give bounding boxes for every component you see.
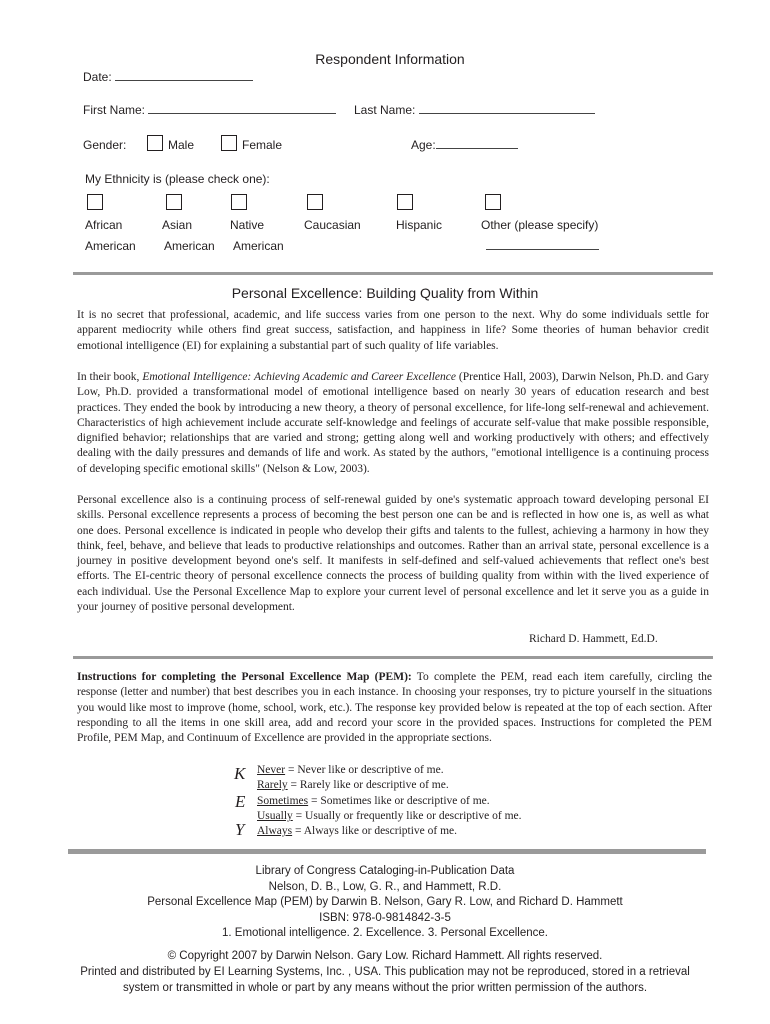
ethnicity-label-2-line2: American (164, 239, 215, 253)
paragraph-1: It is no secret that professional, academic, and life success varies from one person to the next. Why do some individuals settle for apparent mediocrity while others find great success, satisfaction, and happiness in life? Some theories of human behavior credit emotional intelligence (EI) for explaining a substantial part of such quality of life variables. (77, 309, 709, 352)
date-label: Date: (83, 70, 112, 84)
ethnicity-label-4: Caucasian (304, 218, 361, 232)
key-term: Sometimes (257, 795, 309, 807)
ethnicity-checkbox-hispanic[interactable] (397, 194, 413, 210)
signature: Richard D. Hammett, Ed.D. (529, 633, 658, 645)
paragraph-2-intro: In their book, (77, 371, 143, 383)
instructions-lead: Instructions for completing the Personal Excellence Map (PEM): (77, 671, 412, 683)
key-letter-k: K (234, 764, 246, 783)
female-checkbox[interactable] (221, 135, 237, 151)
key-desc: = Always like or descriptive of me. (292, 825, 458, 837)
paragraph-2-body: (Prentice Hall, 2003), Darwin Nelson, Ph.D. and Gary Low, Ph.D. provided a transformational model of emotional intelligence based on nearly 30 years of education research and best practices. They ended the book by introducing a new theory, a theory of personal excellence, for life-long self-renewal and achievement. Characteristics of high achievement include accurate self-knowledge and feelings of accurate self-value that make possible responsible, dignified behavior; relationships that are varied and strong; getting along well and working productively with others; and effectively dealing with the daily pressures and demands of life and work. As stated by the authors, "emotional intelligence is a continuing process of developing specific emotional skills" (Nelson & Low, 2003). (77, 371, 710, 475)
last-name-label: Last Name: (354, 103, 416, 117)
key-term: Never (257, 764, 286, 776)
key-term: Usually (257, 810, 293, 822)
age-field[interactable] (436, 138, 518, 149)
ethnicity-label-3-line1: Native (230, 218, 265, 232)
key-item-sometimes (257, 795, 490, 807)
catalog-line-4: ISBN: 978-0-9814842-3-5 (319, 912, 451, 924)
catalog-line-1: Library of Congress Cataloging-in-Publication Data (255, 865, 515, 877)
divider-top (73, 272, 713, 275)
ethnicity-label-2-line1: Asian (162, 218, 193, 232)
male-checkbox[interactable] (147, 135, 163, 151)
paragraph-2 (77, 370, 709, 477)
article-title: Personal Excellence: Building Quality from Within (231, 285, 539, 301)
catalog-line-2: Nelson, D. B., Low, G. R., and Hammett, R.D. (268, 881, 502, 893)
key-item-never (257, 764, 444, 776)
first-name-row (83, 103, 336, 117)
catalog-line-3: Personal Excellence Map (PEM) by Darwin B. Nelson, Gary R. Low, and Richard D. Hammett (147, 896, 623, 908)
key-term: Rarely (257, 779, 288, 791)
ethnicity-checkbox-african-american[interactable] (87, 194, 103, 210)
key-desc: = Never like or descriptive of me. (285, 764, 444, 776)
first-name-field[interactable] (148, 103, 336, 114)
date-field[interactable] (115, 70, 253, 81)
ethnicity-label-1-line1: African (85, 218, 123, 232)
key-item-always (257, 825, 457, 837)
last-name-row (354, 103, 595, 117)
ethnicity-checkbox-other[interactable] (485, 194, 501, 210)
other-specify-field[interactable] (486, 239, 599, 250)
ethnicity-checkbox-asian-american[interactable] (166, 194, 182, 210)
date-row (83, 70, 253, 84)
ethnicity-checkbox-native-american[interactable] (231, 194, 247, 210)
key-letter-y: Y (235, 820, 245, 839)
ethnicity-prompt: My Ethnicity is (please check one): (85, 172, 270, 186)
key-desc: = Usually or frequently like or descriptive of me. (292, 810, 522, 822)
instructions (77, 670, 712, 746)
ethnicity-label-1-line2: American (85, 239, 136, 253)
instructions-text: To complete the PEM, read each item carefully, circling the response (letter and number) that best describes you in each instance. In choosing your responses, try to picture yourself in the situations you would like most to improve (home, school, work, etc.). The response key provided below is repeated at the top of each section. After responding to all the items in one skill area, add and record your score in the provided spaces. Instructions for completed the PEM Profile, PEM Map, and Continuum of Excellence are provided in the appropriate sections. (77, 671, 712, 745)
copyright-line-1: © Copyright 2007 by Darwin Nelson. Gary Low. Richard Hammett. All rights reserved. (167, 950, 603, 962)
first-name-label: First Name: (83, 103, 146, 117)
copyright-line-3: system or transmitted in whole or part by any means without the prior written permission of the authors. (122, 982, 648, 994)
key-item-rarely (257, 779, 449, 791)
key-term: Always (257, 825, 293, 837)
male-label: Male (168, 138, 195, 152)
last-name-field[interactable] (419, 103, 595, 114)
paragraph-3: Personal excellence also is a continuing process of self-renewal guided by one's systematic approach toward developing personal EI skills. Personal excellence represents a process of becoming the best person one can be and is reflected in how one is, as well as what one does. Personal excellence is indicated in people who develop their gifts and talents to the fullest, achieving a harmony in how they think, feel, behave, and believe that leads to productive relationships and outcomes. Rather than an arrival state, personal excellence is a journey in positive development beyond one's self. It manifests in self-defined and self-valued achievements that reflect one's best efforts. The EI-centric theory of personal excellence connects the process of building quality from within with the lived experience of each individual. Use the Personal Excellence Map to explore your current level of personal excellence and let it serve you as a guide in your journey of positive personal development. (77, 494, 709, 614)
ethnicity-label-5: Hispanic (396, 218, 443, 232)
gender-label: Gender: (83, 138, 127, 152)
key-desc: = Rarely like or descriptive of me. (287, 779, 449, 791)
ethnicity-label-3-line2: American (233, 239, 284, 253)
age-row (411, 138, 518, 152)
key-item-usually (257, 810, 522, 822)
key-letter-e: E (235, 792, 246, 811)
key-desc: = Sometimes like or descriptive of me. (308, 795, 490, 807)
ethnicity-checkbox-caucasian[interactable] (307, 194, 323, 210)
female-label: Female (242, 138, 283, 152)
copyright-line-2: Printed and distributed by EI Learning Systems, Inc. , USA. This publication may not be reproduced, stored in a retrieval (80, 966, 690, 978)
catalog-line-5: 1. Emotional intelligence. 2. Excellence. 3. Personal Excellence. (221, 927, 548, 939)
divider-middle (73, 656, 713, 659)
respondent-heading: Respondent Information (315, 51, 465, 67)
divider-bottom (68, 849, 706, 854)
ethnicity-label-6: Other (please specify) (481, 218, 599, 232)
age-label: Age: (411, 138, 436, 152)
book-title: Emotional Intelligence: Achieving Academic and Career Excellence (142, 371, 456, 383)
